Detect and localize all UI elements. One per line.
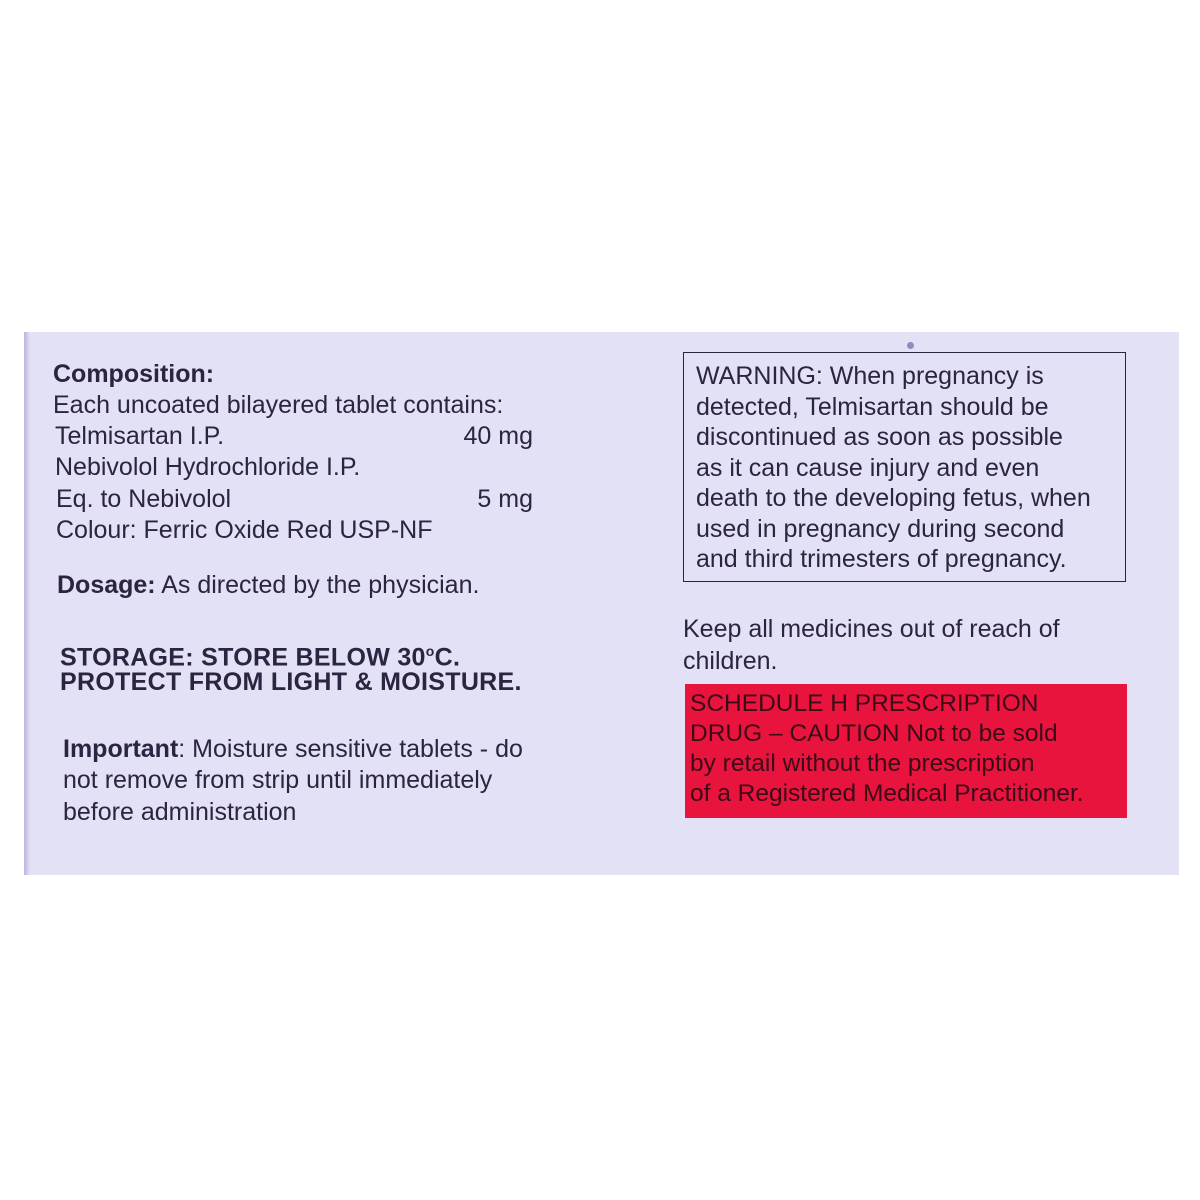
important-label: Important	[63, 735, 179, 763]
dosage-text: As directed by the physician.	[155, 571, 480, 599]
warning-line: and third trimesters of pregnancy.	[696, 545, 1067, 573]
warning-line: used in pregnancy during second	[696, 514, 1065, 543]
important-text: : Moisture sensitive tablets - do	[178, 735, 523, 763]
ingredient-name: Telmisartan I.P.	[55, 422, 225, 450]
schedule-line: DRUG – CAUTION Not to be sold	[690, 720, 1058, 747]
storage-line-2: PROTECT FROM LIGHT & MOISTURE.	[60, 668, 522, 696]
keep-out-line: Keep all medicines out of reach of	[683, 615, 1060, 643]
ingredient-amount: 40 mg	[463, 422, 533, 450]
schedule-h-box	[685, 684, 1127, 818]
composition-heading: Composition:	[53, 360, 215, 388]
schedule-line: of a Registered Medical Practitioner.	[690, 780, 1084, 807]
warning-line: detected, Telmisartan should be	[696, 392, 1049, 421]
warning-box	[683, 352, 1126, 582]
colour-line: Colour: Ferric Oxide Red USP-NF	[56, 516, 433, 544]
warning-line: WARNING: When pregnancy is	[696, 362, 1044, 390]
ingredient-name: Eq. to Nebivolol	[56, 485, 232, 513]
important-line-2: not remove from strip until immediately	[63, 766, 493, 794]
degree-sup: o	[425, 643, 435, 659]
dosage-line	[57, 570, 479, 600]
dosage-label: Dosage:	[57, 571, 156, 599]
composition-intro: Each uncoated bilayered tablet contains:	[53, 391, 504, 419]
print-speck	[907, 342, 914, 349]
keep-out-notice	[683, 613, 1060, 677]
storage-text: STORAGE: STORE BELOW 30	[60, 643, 426, 672]
schedule-line: SCHEDULE H PRESCRIPTION	[690, 690, 1039, 717]
warning-line: death to the developing fetus, when	[696, 484, 1091, 512]
important-line-3: before administration	[63, 798, 297, 826]
storage-unit: C.	[434, 643, 461, 672]
warning-line: discontinued as soon as possible	[696, 423, 1063, 451]
carton-panel	[24, 332, 1179, 875]
important-line-1	[63, 734, 523, 764]
warning-line: as it can cause injury and even	[696, 453, 1040, 482]
ingredient-amount: 5 mg	[477, 485, 533, 513]
keep-out-line: children.	[683, 647, 778, 675]
schedule-line: by retail without the prescription	[690, 750, 1035, 777]
ingredient-name: Nebivolol Hydrochloride I.P.	[55, 453, 361, 481]
